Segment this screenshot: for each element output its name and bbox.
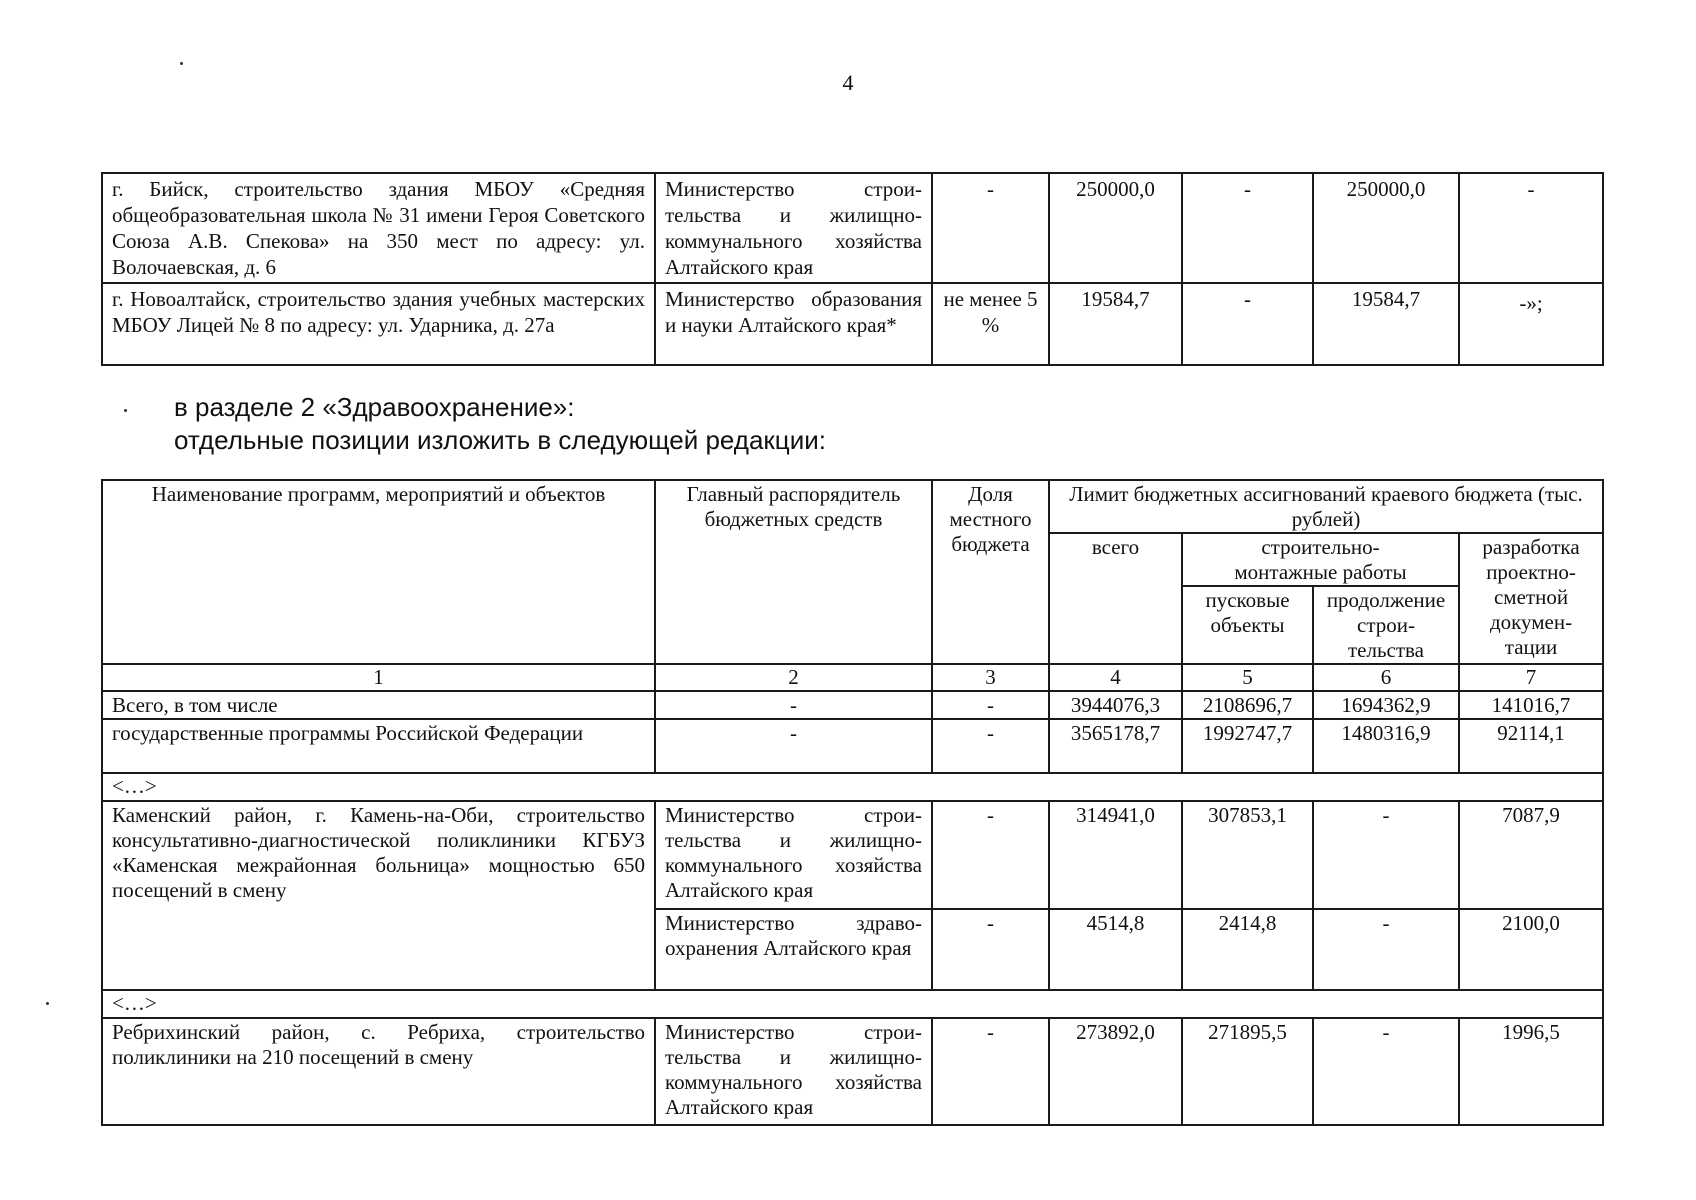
launch-cell: - [1182,173,1313,283]
share-cell: не менее 5 % [932,283,1049,365]
design-cell: 92114,1 [1459,719,1603,773]
launch-cell: 1992747,7 [1182,719,1313,773]
row-name: государственные программы Российской Федерации [102,719,655,773]
header-ministry: Главный распорядитель бюджетных средств [655,480,932,664]
omission-marker: <…> [102,773,1603,801]
column-number: 2 [655,664,932,691]
total-cell: 250000,0 [1049,173,1182,283]
header-total: всего [1049,533,1182,664]
continuation-cell: 19584,7 [1313,283,1459,365]
header-continuation: продолжение строительства [1313,586,1459,664]
continuation-cell: 1694362,9 [1313,691,1459,719]
launch-cell: 271895,5 [1182,1018,1313,1125]
share-cell: - [932,1018,1049,1125]
ministry-cell: Министерство здравоохранения Алтайского края [655,909,932,990]
total-cell: 4514,8 [1049,909,1182,990]
column-number-row [102,664,1603,691]
table-row [102,691,1603,719]
design-cell: 7087,9 [1459,801,1603,909]
table-row [102,719,1603,773]
object-name-cell: г. Новоалтайск, строительство здания учебных мастерских МБОУ Лицей № 8 по адресу: ул. Ударника, д. 27а [102,283,655,365]
education-objects-table [101,172,1604,366]
share-cell: - [932,909,1049,990]
scan-speck [124,409,127,412]
header-row [102,480,1603,533]
scan-speck [46,1002,49,1005]
table-row [102,1018,1603,1125]
column-number: 6 [1313,664,1459,691]
column-number: 4 [1049,664,1182,691]
row-name: Всего, в том числе [102,691,655,719]
total-cell: 3944076,3 [1049,691,1182,719]
continuation-cell: - [1313,1018,1459,1125]
total-cell: 3565178,7 [1049,719,1182,773]
row-name: Каменский район, г. Камень-на-Оби, строительство консультативно-диагностической поликлиники КГБУЗ «Каменская межрайонная больница» мощностью 650 посещений в смену [102,801,655,990]
header-construction: строительно- монтажные работы [1182,533,1459,586]
total-cell: 314941,0 [1049,801,1182,909]
continuation-cell: 250000,0 [1313,173,1459,283]
table-row [102,173,1603,283]
table-row [102,773,1603,801]
omission-marker: <…> [102,990,1603,1018]
share-cell: - [932,691,1049,719]
table-row [102,801,1603,909]
launch-cell: 2108696,7 [1182,691,1313,719]
ministry-cell: - [655,691,932,719]
header-launch: пусковые объекты [1182,586,1313,664]
column-number: 5 [1182,664,1313,691]
total-cell: 19584,7 [1049,283,1182,365]
total-cell: 273892,0 [1049,1018,1182,1125]
header-share: Доля местного бюджета [932,480,1049,664]
design-cell: -»; [1459,283,1603,365]
launch-cell: 307853,1 [1182,801,1313,909]
design-cell: - [1459,173,1603,283]
launch-cell: - [1182,283,1313,365]
header-name: Наименование программ, мероприятий и объектов [102,480,655,664]
table-row [102,990,1603,1018]
section-heading: в разделе 2 «Здравоохранение»: [174,392,575,422]
column-number: 7 [1459,664,1603,691]
design-cell: 1996,5 [1459,1018,1603,1125]
continuation-cell: 1480316,9 [1313,719,1459,773]
ministry-cell: Министерство образования и науки Алтайского края* [655,283,932,365]
ministry-cell: Министерство строительства и жилищно-коммунального хозяйства Алтайского края [655,173,932,283]
ministry-cell: - [655,719,932,773]
continuation-cell: - [1313,909,1459,990]
launch-cell: 2414,8 [1182,909,1313,990]
design-cell: 2100,0 [1459,909,1603,990]
column-number: 3 [932,664,1049,691]
row-name: Ребрихинский район, с. Ребриха, строительство поликлиники на 210 посещений в смену [102,1018,655,1125]
table-row [102,283,1603,365]
scan-speck [180,62,183,65]
design-cell: 141016,7 [1459,691,1603,719]
header-limit: Лимит бюджетных ассигнований краевого бюджета (тыс. рублей) [1049,480,1603,533]
share-cell: - [932,719,1049,773]
section-instruction: отдельные позиции изложить в следующей редакции: [174,425,826,455]
page-number: 4 [842,70,854,95]
ministry-cell: Министерство строительства и жилищно-коммунального хозяйства Алтайского края [655,801,932,909]
ministry-cell: Министерство строительства и жилищно-коммунального хозяйства Алтайского края [655,1018,932,1125]
column-number: 1 [102,664,655,691]
share-cell: - [932,801,1049,909]
healthcare-objects-table [101,479,1604,1126]
share-cell: - [932,173,1049,283]
continuation-cell: - [1313,801,1459,909]
object-name-cell: г. Бийск, строительство здания МБОУ «Средняя общеобразовательная школа № 31 имени Героя Советского Союза А.В. Спекова» на 350 мест по адресу: ул. Волочаевская, д. 6 [102,173,655,283]
header-design: разработка проектно-сметной документации [1459,533,1603,664]
